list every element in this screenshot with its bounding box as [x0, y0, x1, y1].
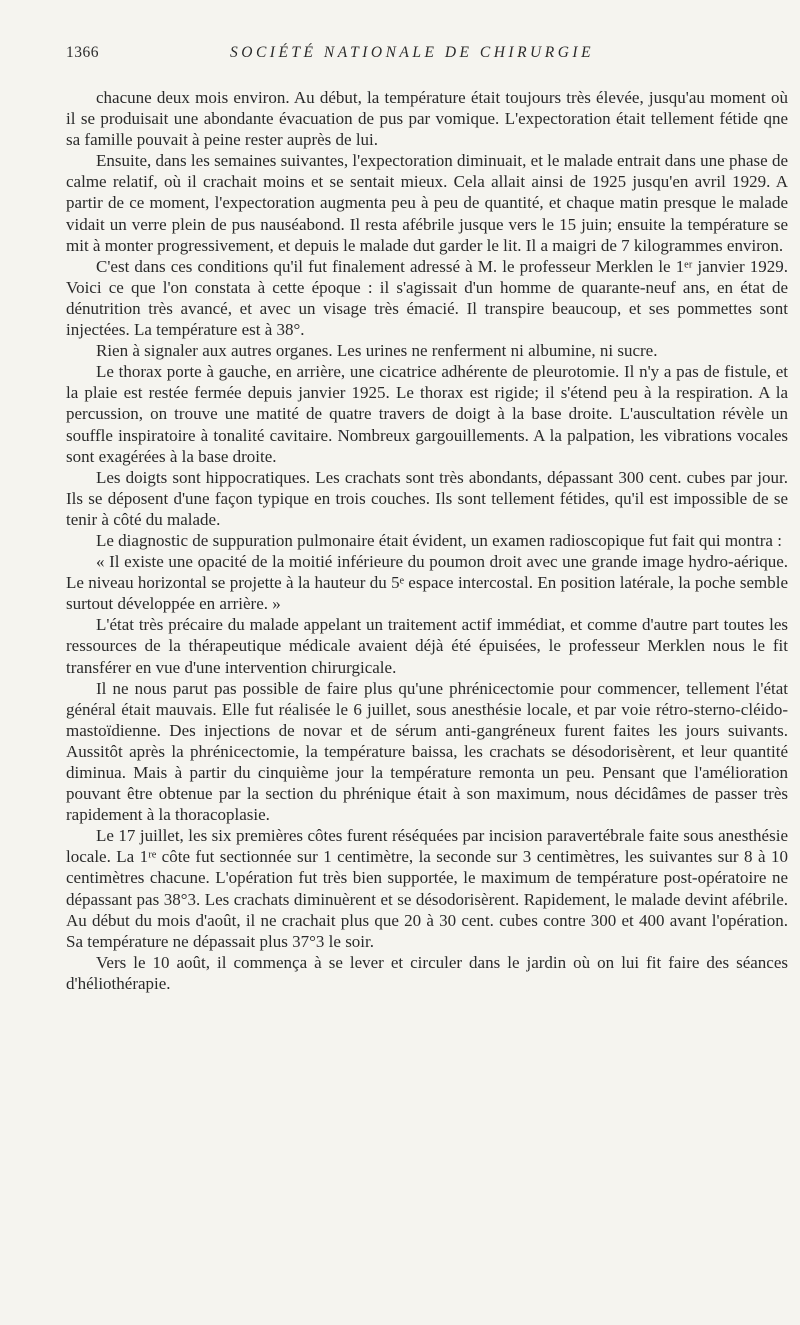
paragraph: C'est dans ces conditions qu'il fut finalement adressé à M. le professeur Merklen le 1ᵉʳ janvier 1929. Voici ce que l'on constata à cette époque : il s'agissait d'un homme de quarante-neuf ans, en état de dénutrition très avancé, et avec un visage très émacié. Il transpire beaucoup, et ses pommettes sont injectées. La température est à 38°. [66, 256, 788, 340]
paragraph: chacune deux mois environ. Au début, la température était toujours très élevée, jusqu'au moment où il se produisait une abondante évacuation de pus par vomique. L'expectoration était tellement fétide qne sa famille pouvait à peine rester auprès de lui. [66, 88, 788, 150]
paragraph: Il ne nous parut pas possible de faire plus qu'une phrénicectomie pour commencer, tellement l'état général était mauvais. Elle fut réalisée le 6 juillet, sous anesthésie locale, et par voie rétro-sterno-cléido-mastoïdienne. Des injections de novar et de sérum anti-gangréneux furent faites les jours suivants. Aussitôt après la phrénicectomie, la température baissa, les crachats se désodorisèrent, et leur quantité diminua. Mais à partir du cinquième jour la température remonta un peu. Pensant que l'amélioration pouvant être obtenue par la section du phrénique était à son maximum, nous décidâmes de passer très rapidement à la thoracoplasie. [66, 678, 788, 825]
radioscopy-quote: « Il existe une opacité de la moitié inférieure du poumon droit avec une grande image hydro-aérique. Le niveau horizontal se projette à la hauteur du 5ᵉ espace intercostal. En position latérale, la poche semble surtout développée en arrière. » [66, 552, 788, 614]
paragraph: Le 17 juillet, les six premières côtes furent réséquées par incision paravertébrale faite sous anesthésie locale. La 1ʳᵉ côte fut sectionnée sur 1 centimètre, la seconde sur 3 centimètres, les suivantes sur 8 à 10 centimètres chacune. L'opération fut très bien supportée, le maximum de température post-opératoire ne dépassant pas 38°3. Les crachats diminuèrent et se désodorisèrent. Rapidement, le malade devint afébrile. Au début du mois d'août, il ne crachait plus que 20 à 30 cent. cubes contre 300 et 400 avant l'opération. Sa température ne dépassait plus 37°3 le soir. [66, 826, 788, 951]
paragraph: L'état très précaire du malade appelant un traitement actif immédiat, et comme d'autre part toutes les ressources de la thérapeutique médicale avaient déjà été épuisées, le professeur Merklen nous le fit transférer en vue d'une intervention chirurgicale. [66, 615, 788, 677]
article-body [66, 87, 788, 994]
page-header [66, 44, 770, 64]
page-number: 1366 [66, 44, 99, 61]
running-title: SOCIÉTÉ NATIONALE DE CHIRURGIE [230, 44, 595, 61]
paragraph: Rien à signaler aux autres organes. Les urines ne renferment ni albumine, ni sucre. [96, 341, 658, 361]
paragraph: Vers le 10 août, il commença à se lever et circuler dans le jardin où on lui fit faire des séances d'héliothérapie. [66, 952, 788, 993]
paragraph: Le thorax porte à gauche, en arrière, une cicatrice adhérente de pleurotomie. Il n'y a pas de fistule, et la plaie est restée fermée depuis janvier 1925. Le thorax est rigide; il s'étend peu à la respiration. A la percussion, on trouve une matité de quatre travers de doigt à la base droite. L'auscultation révèle un souffle inspiratoire à tonalité cavitaire. Nombreux gargouillements. A la palpation, les vibrations vocales sont exagérées à la base droite. [66, 362, 788, 466]
paragraph: Les doigts sont hippocratiques. Les crachats sont très abondants, dépassant 300 cent. cubes par jour. Ils se déposent d'une façon typique en trois couches. Ils sont tellement fétides, qu'il est impossible de se tenir à côté du malade. [66, 467, 788, 529]
paragraph: Le diagnostic de suppuration pulmonaire était évident, un examen radioscopique fut fait qui montra : [96, 530, 782, 550]
paragraph: Ensuite, dans les semaines suivantes, l'expectoration diminuait, et le malade entrait dans une phase de calme relatif, où il crachait moins et se sentait mieux. Cela allait ainsi de 1925 jusqu'en avril 1929. A partir de ce moment, l'expectoration augmenta peu à peu de quantité, et chaque matin presque le malade vidait un verre plein de pus nauséabond. Il resta afébrile jusque vers le 15 juin; ensuite la température se mit à monter progressivement, et depuis le malade dut garder le lit. Il a maigri de 7 kilogrammes environ. [66, 151, 788, 255]
